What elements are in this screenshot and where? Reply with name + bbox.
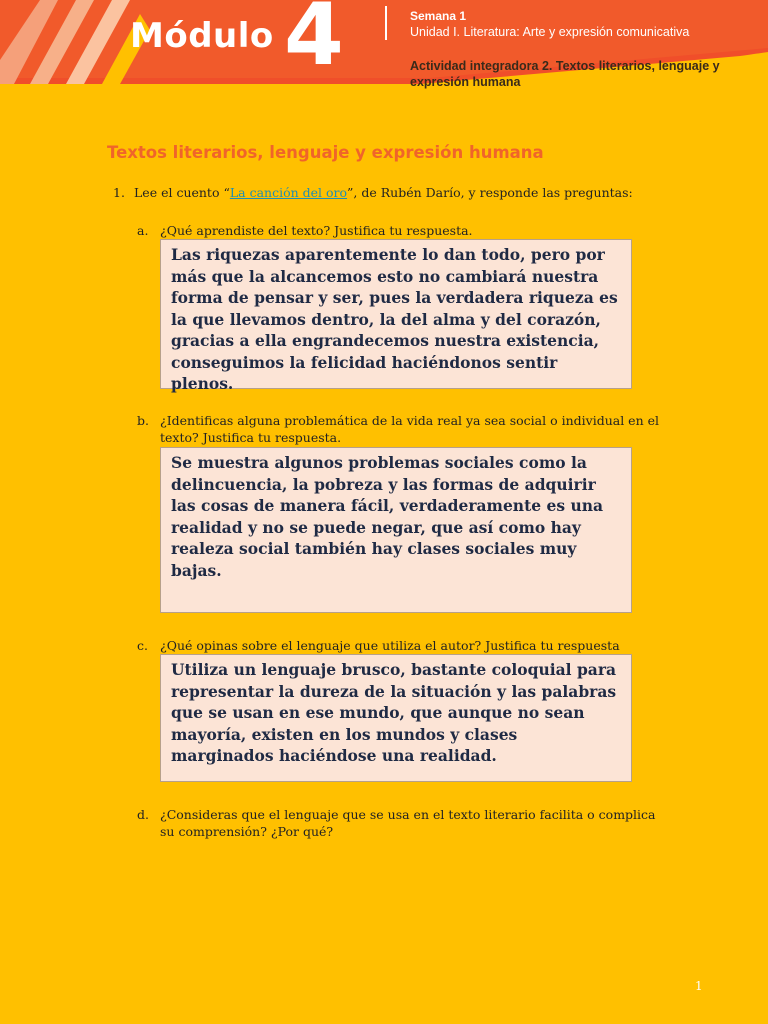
- answer-box-c[interactable]: Utiliza un lenguaje brusco, bastante coloquial para representar la dureza de la situación y las palabras que se usan en ese mundo, que aunque no sean mayoría, existen en los mundos y clases marginados haciéndose una realidad.: [160, 654, 632, 782]
- page-title: Textos literarios, lenguaje y expresión humana: [107, 143, 544, 162]
- story-link[interactable]: La canción del oro: [229, 185, 348, 200]
- subquestion-text: ¿Identificas alguna problemática de la vida real ya sea social o individual en el texto? Justifica tu respuesta.: [160, 413, 659, 445]
- subquestion-text: ¿Consideras que el lenguaje que se usa en el texto literario facilita o complica su comprensión? ¿Por qué?: [160, 807, 656, 839]
- page-number: 1: [695, 979, 703, 993]
- answer-box-a[interactable]: Las riquezas aparentemente lo dan todo, pero por más que la alcancemos esto no cambiará nuestra forma de pensar y ser, pues la verdadera riqueza es la que llevamos dentro, la del alma y del corazón, gracias a ella engrandecemos nuestra existencia, conseguimos la felicidad haciéndonos sentir plenos.: [160, 239, 632, 389]
- header-divider: [385, 6, 387, 40]
- question-prefix: Lee el cuento “: [134, 185, 230, 200]
- unit-label: Unidad I. Literatura: Arte y expresión comunicativa: [410, 25, 690, 39]
- module-header: [0, 0, 768, 95]
- subquestion-text: ¿Qué aprendiste del texto? Justifica tu respuesta.: [160, 223, 473, 238]
- module-number: 4: [284, 0, 344, 85]
- question-number: 1.: [113, 185, 125, 200]
- subquestion-letter: a.: [137, 223, 149, 238]
- question-suffix: ”, de Rubén Darío, y responde las preguntas:: [347, 185, 633, 200]
- question-1: [113, 185, 633, 200]
- subquestion-letter: c.: [137, 638, 148, 653]
- week-label: Semana 1: [410, 9, 467, 23]
- subquestion-letter: b.: [137, 413, 149, 428]
- answer-box-b[interactable]: Se muestra algunos problemas sociales como la delincuencia, la pobreza y las formas de adquirir las cosas de manera fácil, verdaderamente es una realidad y no se puede negar, que así como hay realeza social también hay clases sociales muy bajas.: [160, 447, 632, 613]
- subquestion-letter: d.: [137, 807, 149, 822]
- subquestion-text: ¿Qué opinas sobre el lenguaje que utiliza el autor? Justifica tu respuesta: [160, 638, 620, 653]
- module-label: Módulo: [130, 16, 274, 56]
- activity-title: Actividad integradora 2. Textos literarios, lenguaje y expresión humana: [410, 59, 720, 89]
